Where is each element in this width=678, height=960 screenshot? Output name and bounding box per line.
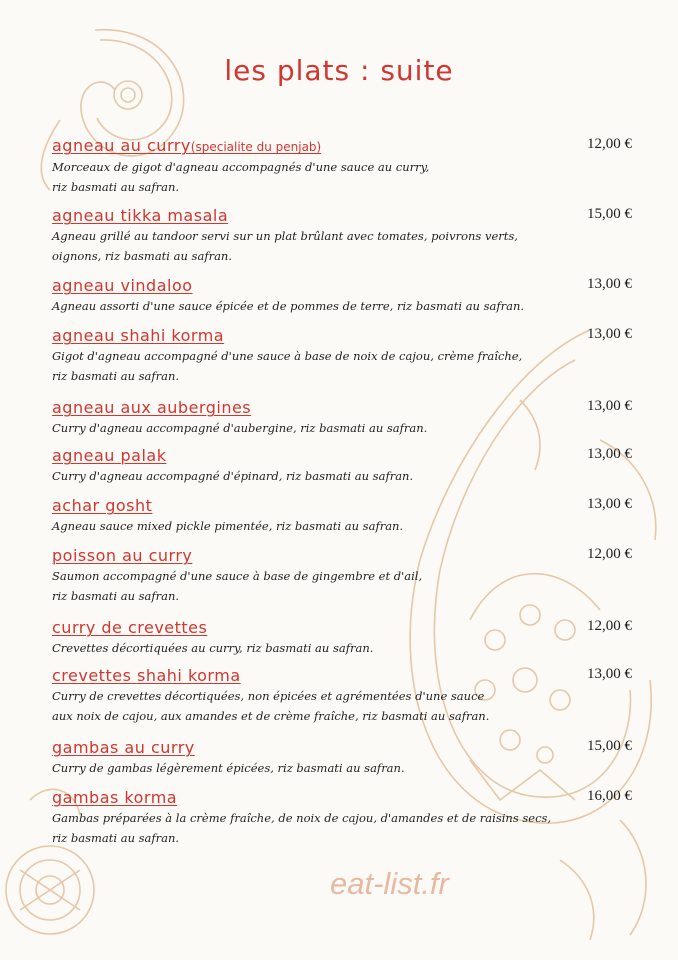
dish-item	[52, 326, 632, 386]
dish-price: 12,00 €	[587, 546, 632, 562]
dish-price: 13,00 €	[587, 276, 632, 292]
dish-description: Morceaux de gigot d'agneau accompagnés d'une sauce au curry, riz basmati au safran.	[52, 160, 430, 194]
dish-name: crevettes shahi korma	[52, 666, 241, 685]
dish-item	[52, 738, 632, 778]
dish-price: 12,00 €	[587, 618, 632, 634]
dish-price: 12,00 €	[587, 136, 632, 152]
dish-name: achar gosht	[52, 496, 153, 515]
dish-price: 13,00 €	[587, 496, 632, 512]
watermark: eat-list.fr	[330, 866, 449, 901]
dish-price: 16,00 €	[587, 788, 632, 804]
dish-description: Agneau grillé au tandoor servi sur un plat brûlant avec tomates, poivrons verts, oignons, riz basmati au safran.	[52, 229, 518, 263]
dish-item	[52, 276, 632, 316]
dish-description: Saumon accompagné d'une sauce à base de gingembre et d'ail, riz basmati au safran.	[52, 569, 423, 603]
dish-item	[52, 136, 632, 197]
dish-name: agneau aux aubergines	[52, 398, 252, 417]
dish-name: curry de crevettes	[52, 618, 208, 637]
dish-description: Curry de crevettes décortiquées, non épicées et agrémentées d'une sauce aux noix de cajou, aux amandes et de crème fraîche, riz basmati au safran.	[52, 689, 490, 723]
dish-item	[52, 398, 632, 438]
dish-name: agneau au curry(specialite du penjab)	[52, 136, 322, 155]
dish-description: Curry d'agneau accompagné d'épinard, riz basmati au safran.	[52, 469, 414, 483]
dish-name: agneau vindaloo	[52, 276, 193, 295]
dish-name: agneau tikka masala	[52, 206, 229, 225]
dish-description: Crevettes décortiquées au curry, riz basmati au safran.	[52, 641, 374, 655]
dish-description: Gambas préparées à la crème fraîche, de noix de cajou, d'amandes et de raisins secs, riz basmati au safran.	[52, 811, 552, 845]
dish-item	[52, 618, 632, 658]
page-title: les plats : suite	[224, 54, 454, 87]
dish-item	[52, 206, 632, 266]
dish-description: Agneau assorti d'une sauce épicée et de pommes de terre, riz basmati au safran.	[52, 299, 525, 313]
dish-item	[52, 496, 632, 536]
dish-item	[52, 546, 632, 606]
dish-name: poisson au curry	[52, 546, 193, 565]
dish-description: Curry d'agneau accompagné d'aubergine, riz basmati au safran.	[52, 421, 428, 435]
dish-description: Curry de gambas légèrement épicées, riz basmati au safran.	[52, 761, 405, 775]
dish-price: 13,00 €	[587, 398, 632, 414]
dish-name: agneau shahi korma	[52, 326, 225, 345]
dish-name: agneau palak	[52, 446, 167, 465]
dish-name: gambas korma	[52, 788, 178, 807]
dish-item	[52, 446, 632, 486]
dish-item	[52, 788, 632, 848]
dish-price: 15,00 €	[587, 738, 632, 754]
dish-price: 13,00 €	[587, 326, 632, 342]
dish-note: (specialite du penjab)	[190, 140, 322, 154]
dish-description: Agneau sauce mixed pickle pimentée, riz basmati au safran.	[52, 519, 404, 533]
dish-price: 13,00 €	[587, 446, 632, 462]
dish-description: Gigot d'agneau accompagné d'une sauce à base de noix de cajou, crème fraîche, riz basmati au safran.	[52, 349, 523, 383]
dish-price: 15,00 €	[587, 206, 632, 222]
dish-name: gambas au curry	[52, 738, 195, 757]
dish-price: 13,00 €	[587, 666, 632, 682]
dish-item	[52, 666, 632, 726]
